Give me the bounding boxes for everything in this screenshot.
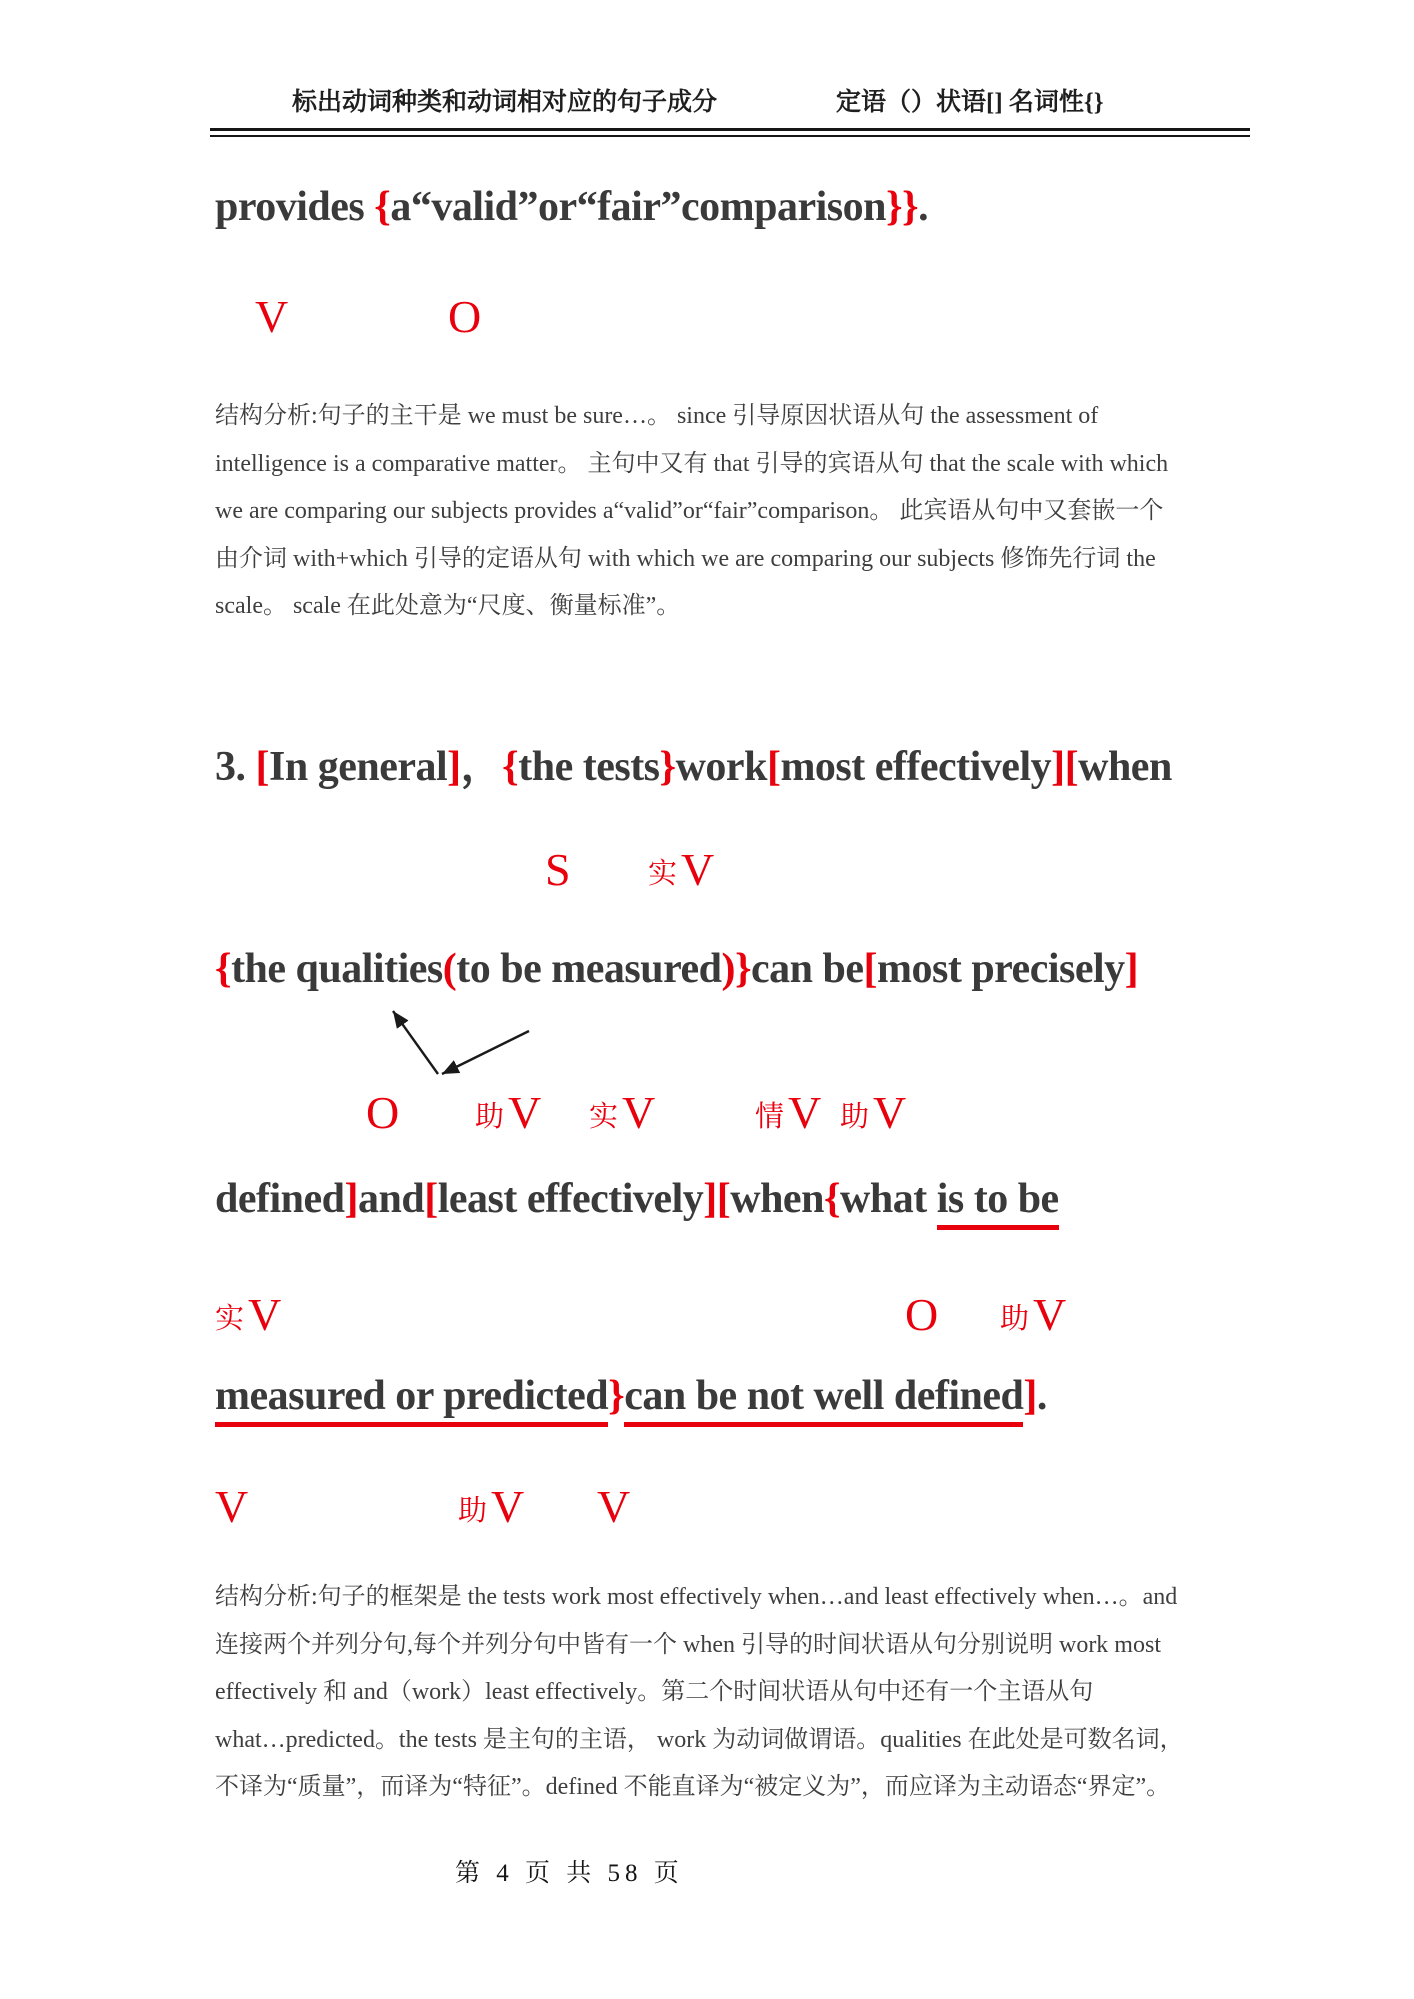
sentence-segment: [ (766, 744, 781, 790)
grammar-label-v: V (873, 1087, 907, 1138)
grammar-label-shi: 实 (215, 1303, 245, 1335)
grammar-label-v: V (622, 1087, 656, 1138)
analysis-line: 连接两个并列分句,每个并列分句中皆有一个 when 引导的时间状语从句分别说明 work most (215, 1631, 1161, 1658)
grammar-label-v: V (508, 1087, 542, 1138)
analysis-line: 不译为“质量”，而译为“特征”。defined 不能直译为“被定义为”，而应译为主动语态“界定”。 (215, 1774, 1171, 1801)
header-right-legend: 定语（）状语[] 名词性{} (836, 89, 1104, 116)
sentence-segment: )} (721, 946, 751, 992)
sentence-segment: 3. (215, 744, 256, 790)
sentence-segment: }} (885, 184, 919, 230)
sentence-segment: when (1078, 744, 1172, 790)
analysis-line: we are comparing our subjects provides a“valid”or“fair”comparison。 此宾语从句中又套嵌一个 (215, 498, 1164, 525)
sentence-segment: can be (751, 946, 864, 992)
analysis-line: effectively 和 and（work）least effectively。第二个时间状语从句中还有一个主语从句 (215, 1679, 1094, 1706)
analysis-line: 由介词 with+which 引导的定语从句 with which we are comparing our subjects 修饰先行词 the (215, 545, 1156, 572)
sentence-segment: { (823, 1176, 840, 1222)
analysis-line: scale。 scale 在此处意为“尺度、衡量标准”。 (215, 593, 681, 620)
sentence-segment: can be not well defined (624, 1373, 1023, 1427)
sentence-segment: [ (863, 946, 877, 992)
sentence-segment: most precisely (877, 946, 1125, 992)
grammar-label-v: V (255, 291, 289, 342)
grammar-label-v: V (597, 1481, 631, 1532)
sentence-segment: . (918, 184, 929, 230)
annotation-arrow-icon (370, 1000, 550, 1092)
sentence-1 (215, 183, 928, 231)
sentence-segment: ， (460, 744, 503, 790)
sentence-segment: is to be (937, 1176, 1059, 1230)
sentence-segment: ][ (1051, 744, 1079, 790)
page-number: 第 4 页 共 58 页 (455, 1860, 684, 1887)
sentence-segment: and (358, 1176, 425, 1222)
grammar-label-s: S (545, 844, 571, 895)
header-left-title: 标出动词种类和动词相对应的句子成分 (292, 89, 718, 116)
grammar-label-o: O (366, 1087, 400, 1138)
sentence-segment: the tests (518, 744, 660, 790)
sentence-segment: ] (344, 1176, 359, 1222)
grammar-label-shi: 实 (589, 1101, 619, 1133)
analysis-line: 结构分析:句子的框架是 the tests work most effectively when…and least effectively when…。and (215, 1584, 1178, 1610)
header-divider (210, 128, 1250, 137)
grammar-label-zhu: 助 (840, 1101, 870, 1133)
analysis-paragraph-2 (215, 1574, 1280, 1812)
sentence-3 (215, 945, 1138, 993)
grammar-label-v: V (1033, 1289, 1067, 1340)
sentence-segment: { (374, 184, 391, 230)
grammar-label-v: V (681, 844, 715, 895)
grammar-label-zhu: 助 (1000, 1303, 1030, 1335)
sentence-segment: most effectively (780, 744, 1052, 790)
sentence-segment: to be measured (456, 946, 722, 992)
sentence-segment: ( (442, 946, 457, 992)
sentence-segment: ] (1023, 1373, 1037, 1419)
analysis-line: intelligence is a comparative matter。 主句中又有 that 引导的宾语从句 that the scale with which (215, 450, 1169, 477)
sentence-segment: work (675, 744, 767, 790)
sentence-segment: ] (1124, 946, 1139, 992)
sentence-segment: } (659, 744, 676, 790)
grammar-label-v: V (248, 1289, 282, 1340)
sentence-2 (215, 733, 1172, 793)
sentence-segment: In general (269, 744, 448, 790)
sentence-segment: least effectively (437, 1176, 704, 1222)
sentence-segment: defined (215, 1176, 345, 1222)
grammar-label-v: V (491, 1481, 525, 1532)
sentence-segment: [ (424, 1176, 438, 1222)
grammar-label-o: O (448, 291, 482, 342)
analysis-line: what…predicted。the tests 是主句的主语， work 为动词做谓语。qualities 在此处是可数名词， (215, 1726, 1184, 1753)
grammar-label-zhu: 助 (475, 1101, 505, 1133)
sentence-segment: the qualities (231, 946, 443, 992)
sentence-segment: ][ (703, 1176, 731, 1222)
grammar-label-shi: 实 (648, 858, 678, 890)
grammar-label-o: O (905, 1289, 939, 1340)
grammar-label-v: V (215, 1481, 249, 1532)
sentence-segment: } (608, 1373, 625, 1419)
grammar-label-zhu: 助 (458, 1495, 488, 1527)
sentence-segment: . (1036, 1373, 1047, 1419)
sentence-segment: ] (447, 744, 461, 790)
sentence-segment: what (840, 1176, 937, 1222)
grammar-label-qing: 情 (755, 1101, 785, 1133)
sentence-segment: measured or predicted (215, 1373, 608, 1427)
sentence-segment: provides (215, 184, 375, 230)
sentence-segment: a“valid”or“fair”comparison (390, 184, 886, 230)
sentence-5 (215, 1372, 1047, 1420)
analysis-paragraph-1 (215, 393, 1280, 631)
sentence-4 (215, 1175, 1059, 1223)
sentence-segment: { (502, 744, 519, 790)
sentence-segment: { (215, 946, 232, 992)
grammar-label-v: V (788, 1087, 822, 1138)
analysis-line: 结构分析:句子的主干是 we must be sure…。 since 引导原因状语从句 the assessment of (215, 403, 1099, 429)
sentence-segment: when (730, 1176, 824, 1222)
sentence-segment: [ (255, 744, 269, 790)
